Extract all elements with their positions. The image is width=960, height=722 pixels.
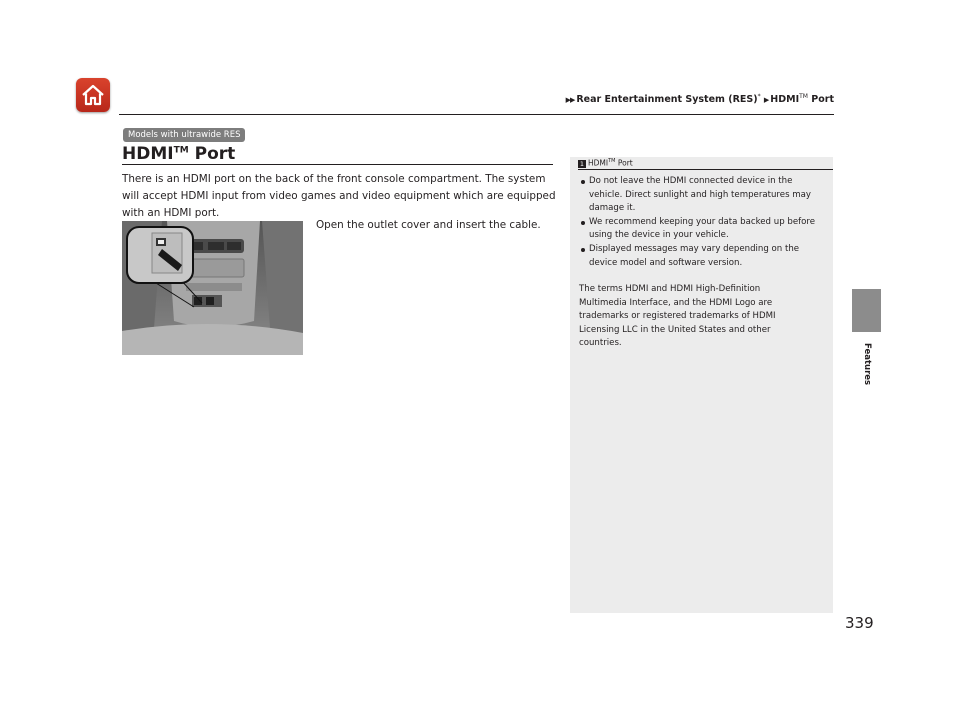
title-divider — [122, 164, 553, 165]
breadcrumb — [553, 93, 834, 105]
instruction-text: Open the outlet cover and insert the cable. — [316, 219, 541, 231]
model-badge: Models with ultrawide RES — [123, 128, 245, 142]
page-number: 339 — [845, 614, 874, 632]
list-item: We recommend keeping your data backed up before using the device in your vehicle. — [578, 216, 828, 243]
intro-paragraph: There is an HDMI port on the back of the front console compartment. The system will accept HDMI input from video games and video equipment which are equipped with an HDMI port. — [122, 173, 556, 219]
note-number: 1 — [579, 159, 585, 168]
hdmi-port-photo — [122, 221, 303, 355]
header-divider — [119, 114, 834, 115]
notes-list — [578, 175, 828, 270]
breadcrumb-section[interactable]: Rear Entertainment System (RES) — [576, 94, 758, 106]
page-title: HDMI™ Port — [122, 144, 236, 164]
breadcrumb-page: HDMI™ Port — [770, 93, 834, 106]
sidebar-divider — [578, 169, 833, 170]
home-icon — [81, 84, 105, 106]
breadcrumb-asterisk: * — [757, 93, 761, 100]
list-item: Do not leave the HDMI connected device in the vehicle. Direct sunlight and high temperatures may damage it. — [578, 175, 828, 216]
trademark-notice: The terms HDMI and HDMI High-Definition Multimedia Interface, and the HDMI Logo are trademarks or registered trademarks of HDMI Licensing LLC in the United States and other countries. — [579, 284, 776, 349]
list-item: Displayed messages may vary depending on the device model and software version. — [578, 243, 828, 270]
console-illustration — [122, 221, 303, 355]
breadcrumb-arrow-icon: ▶ — [763, 96, 769, 105]
breadcrumb-arrow-icon: ▶▶ — [565, 96, 575, 105]
home-button[interactable] — [76, 78, 110, 112]
features-section-label: Features — [862, 343, 872, 386]
features-section-tab[interactable] — [852, 289, 881, 332]
sidebar-heading: 1 HDMI™ Port — [579, 158, 633, 168]
